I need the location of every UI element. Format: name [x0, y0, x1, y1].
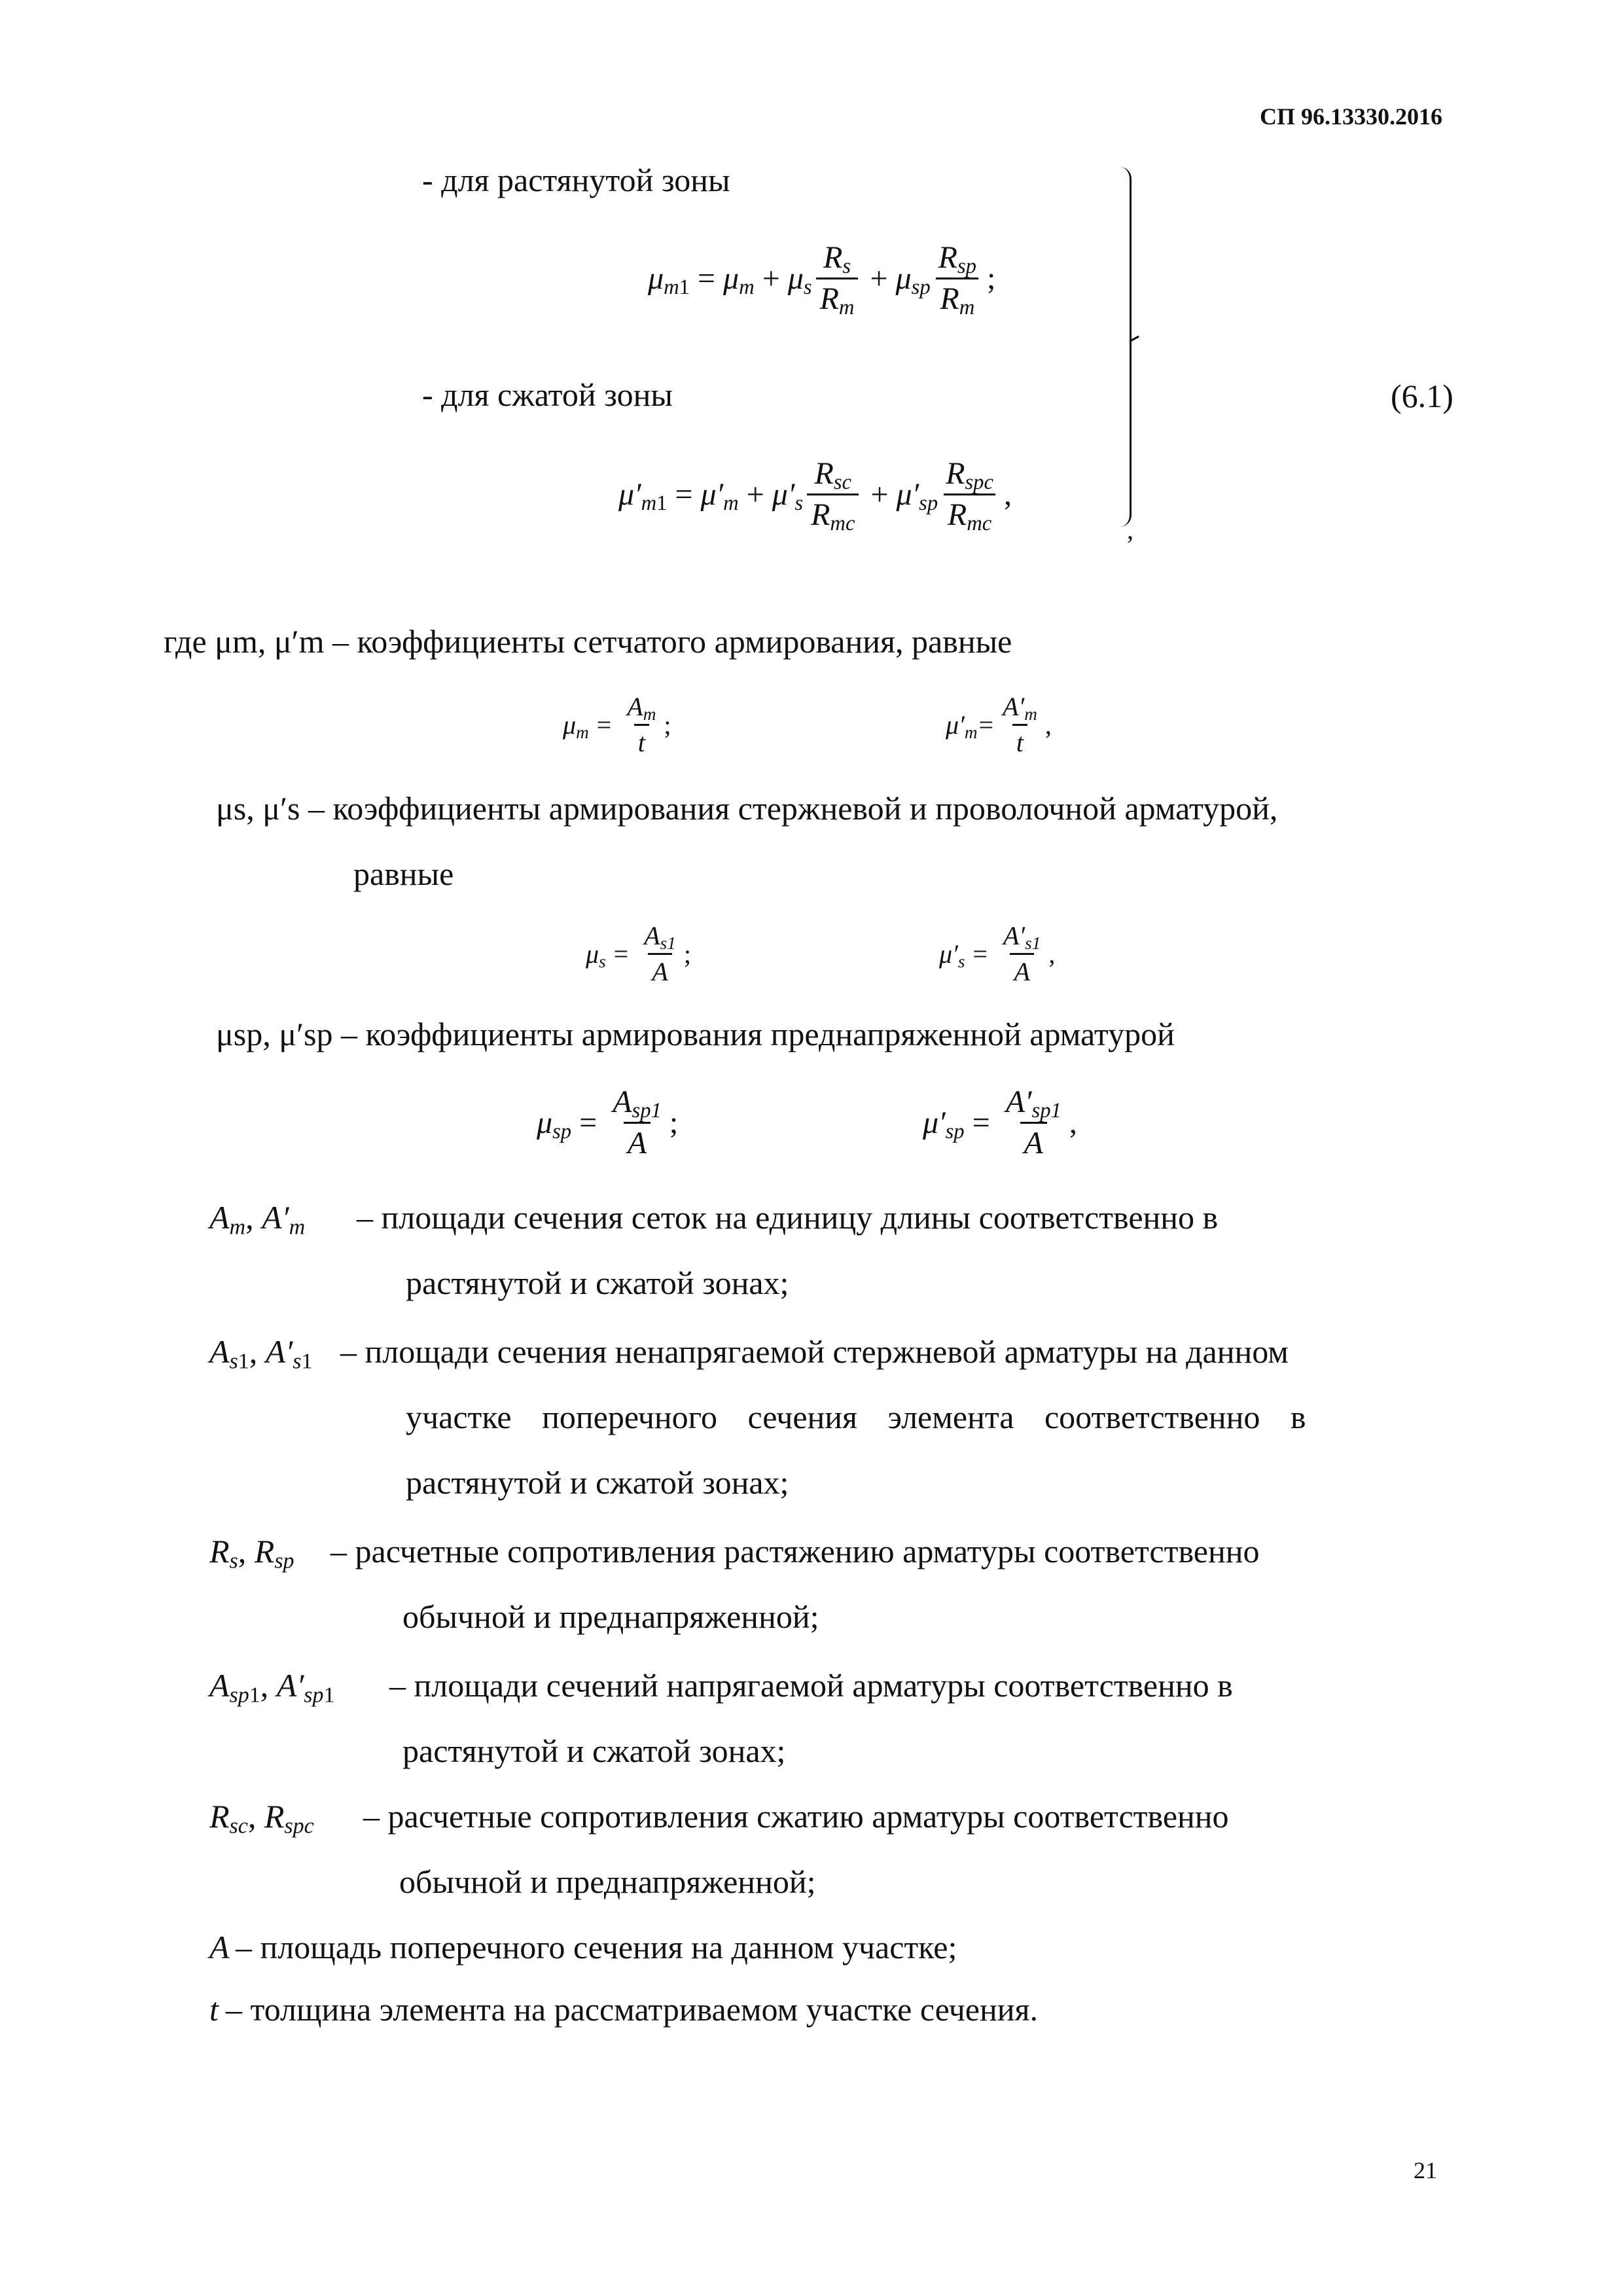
definition-am-line2: растянутой и сжатой зонах; — [406, 1265, 789, 1301]
brace-comma: , — [1127, 515, 1133, 545]
equation-number: (6.1) — [1391, 378, 1454, 414]
document-code: СП 96.13330.2016 — [1260, 103, 1442, 130]
symbol-as1: $A_{s1}$, $A'_{s1}$ — [209, 1333, 313, 1374]
symbol-rsc: $R_{sc}$, $R_{spc}$ — [209, 1798, 314, 1839]
symbol-am: $A_m$, $A'_m$ — [209, 1199, 306, 1240]
definition-as1-line1: – площади сечения ненапрягаемой стержневой арматуры на данном — [340, 1333, 1289, 1370]
definition-rs-line2: обычной и преднапряженной; — [402, 1598, 819, 1635]
definition-t: – толщина элемента на рассматриваемом участке сечения. — [226, 1991, 1038, 2028]
definition-as1-line2: участке поперечного сечения элемента соответственно в — [406, 1399, 1306, 1435]
formula-mu-m: $\mu_m$ = $\frac{A_m}{t}$ ; — [563, 692, 671, 757]
formula-mu-s: $\mu_s$ = $\frac{A_{s1}}{A}$ ; — [586, 921, 691, 986]
formula-mu-prime-m: $\mu'_m$ = $\frac{A'_m}{t}$ , — [946, 692, 1052, 757]
definition-rsc-line1: – расчетные сопротивления сжатию арматуры соответственно — [363, 1798, 1229, 1835]
symbol-rs: $R_s$, $R_{sp}$ — [209, 1533, 294, 1573]
symbol-a: A — [209, 1929, 230, 1965]
definition-a: – площадь поперечного сечения на данном участке; — [236, 1929, 957, 1965]
definition-rsc-line2: обычной и преднапряженной; — [399, 1863, 816, 1900]
formula-mu-sp: $\mu_{sp}$ = $\frac{A_{sp1}}{A}$ ; — [537, 1085, 679, 1160]
definition-mu-m: где μm, μ′m – коэффициенты сетчатого армирования, равные — [164, 623, 1012, 660]
formula-mu-m1: $\mu_{m1}$ = $\mu_m$ + $\mu_s$ $\frac{R_s}{R_m}$ + $\mu_{sp}$ $\frac{R_{sp}}{R_m}$ ; — [648, 240, 996, 320]
symbol-t: t — [209, 1991, 219, 2028]
definition-asp1-line1: – площади сечений напрягаемой арматуры соответственно в — [389, 1667, 1233, 1704]
symbol-asp1: $A_{sp1}$, $A'_{sp1}$ — [209, 1667, 335, 1708]
definition-as1-line3: растянутой и сжатой зонах; — [406, 1464, 789, 1501]
page-number: 21 — [1414, 2157, 1437, 2183]
compression-zone-label: - для сжатой зоны — [422, 376, 673, 413]
formula-brace — [1113, 167, 1132, 527]
formula-mu-prime-m1: $\mu'_{m1}$ = $\mu'_m$ + $\mu'_s$ $\frac{R_{sc}}{R_{mc}}$ + $\mu'_{sp}$ $\frac{R_{spc}}{R_{mc}}$ , — [618, 456, 1012, 536]
definition-am-line1: – площади сечения сеток на единицу длины соответственно в — [357, 1199, 1219, 1236]
definition-asp1-line2: растянутой и сжатой зонах; — [402, 1732, 786, 1769]
definition-mu-s-line2: равные — [353, 855, 454, 892]
definition-mu-sp: μsp, μ′sp – коэффициенты армирования преднапряженной арматурой — [216, 1016, 1175, 1052]
formula-mu-prime-s: $\mu'_s$ = $\frac{A'_{s1}}{A}$ , — [939, 921, 1056, 986]
definition-rs-line1: – расчетные сопротивления растяжению арматуры соответственно — [330, 1533, 1260, 1570]
tension-zone-label: - для растянутой зоны — [422, 162, 730, 198]
formula-mu-prime-sp: $\mu'_{sp}$ = $\frac{A'_{sp1}}{A}$ , — [923, 1085, 1077, 1160]
definition-mu-s-line1: μs, μ′s – коэффициенты армирования стержневой и проволочной арматурой, — [216, 790, 1278, 827]
